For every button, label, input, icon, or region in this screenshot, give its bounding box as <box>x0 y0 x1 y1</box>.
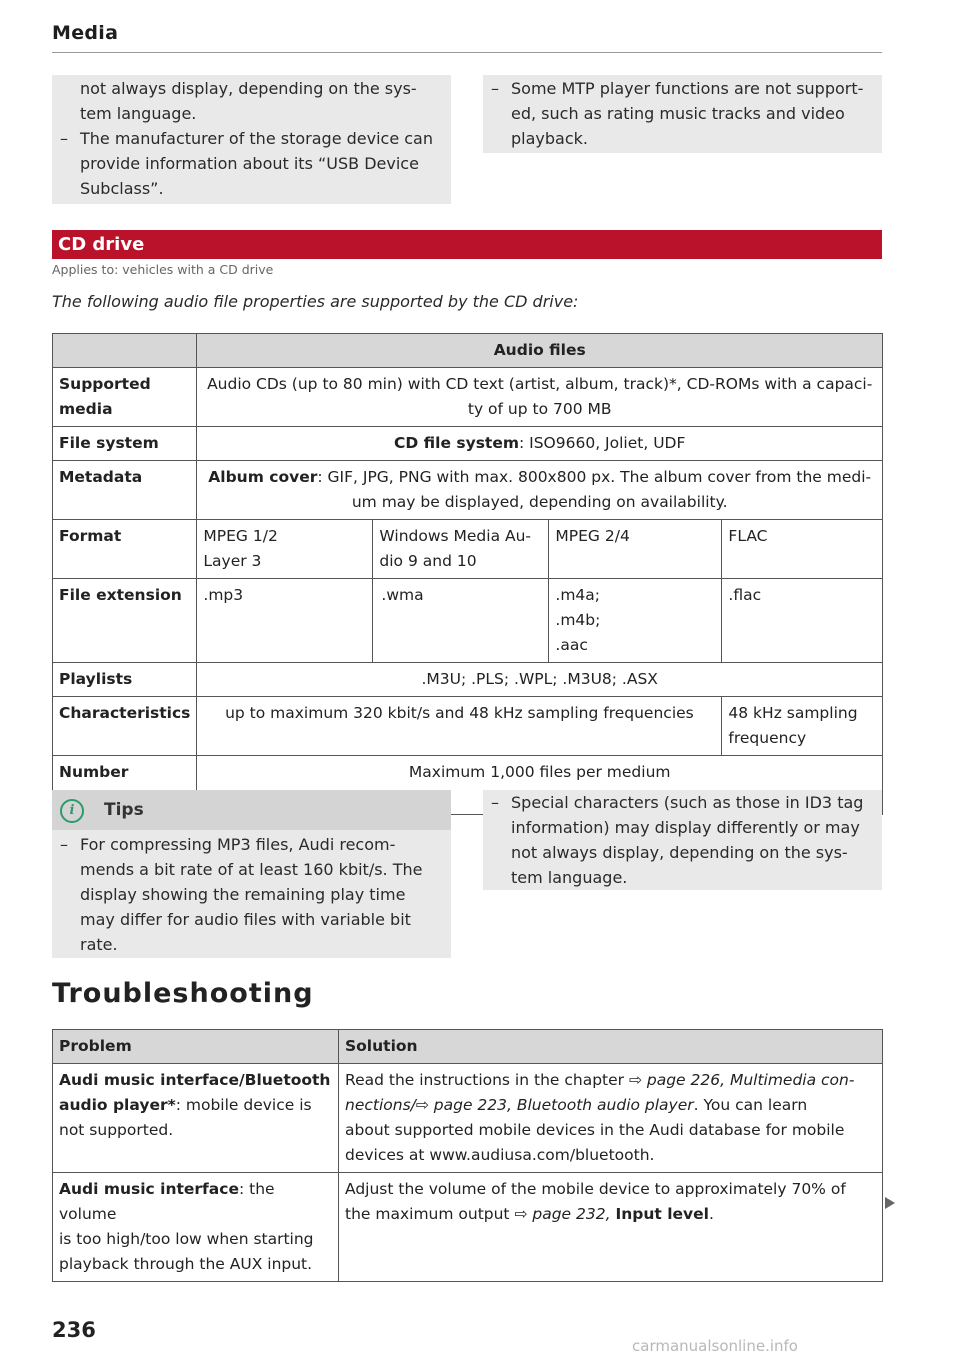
cell-line: Adjust the volume of the mobile device to approximately 70% of <box>345 1180 846 1198</box>
page-reference-link[interactable]: ⇨ page 223, Bluetooth audio player <box>415 1096 694 1114</box>
cell-line: Layer 3 <box>203 552 262 570</box>
cell-ext-mpeg24 <box>549 579 722 663</box>
cell-line <box>59 1068 332 1093</box>
tips-title: Tips <box>104 800 144 820</box>
cell-bold-term: / <box>238 1071 245 1089</box>
note-line: – The manufacturer of the storage device can <box>52 126 451 151</box>
column-header-solution: Solution <box>339 1030 883 1064</box>
column-header-problem: Problem <box>53 1030 339 1064</box>
label-line: Supported <box>59 375 151 393</box>
cell-text: : ISO9660, Joliet, UDF <box>519 434 686 452</box>
table-row <box>53 697 883 756</box>
tip-line: display showing the remaining play time <box>80 885 406 904</box>
cell-text: : GIF, JPG, PNG with max. 800x800 px. The album cover from the medi- <box>317 468 872 486</box>
cell-bold-term: audio player* <box>59 1096 176 1114</box>
cell-text: Read the instructions in the chapter <box>345 1071 629 1089</box>
tip-line: – For compressing MP3 files, Audi recom- <box>52 832 451 857</box>
table-row <box>53 1173 883 1282</box>
table-header-audio-files: Audio files <box>197 334 883 368</box>
cell-text: .wma <box>381 586 424 604</box>
page-reference-link[interactable]: ⇨ page 232, <box>514 1205 611 1223</box>
cell-solution <box>339 1064 883 1173</box>
note-line: not always display, depending on the sys- <box>80 79 417 98</box>
cd-drive-title: CD drive <box>58 234 145 255</box>
continue-arrow-icon <box>885 1197 895 1209</box>
right-note-box <box>483 790 882 890</box>
cell-line <box>345 1202 876 1227</box>
cell-bold-term: Input level <box>615 1205 709 1223</box>
cell-line: .aac <box>555 636 588 654</box>
tip-line: may differ for audio files with variable bit <box>80 910 411 929</box>
cell-line: .m4b; <box>555 611 601 629</box>
cell-line <box>59 1177 332 1227</box>
troubleshooting-table <box>52 1029 883 1282</box>
cell-characteristics-flac <box>722 697 883 756</box>
cell-text: . <box>708 1205 714 1223</box>
row-label-format: Format <box>53 520 197 579</box>
page-reference-link[interactable]: ⇨ page 226, Multimedia con- <box>628 1071 855 1089</box>
cell-line <box>59 1093 332 1118</box>
cell-format-flac: FLAC <box>722 520 883 579</box>
table-row <box>53 520 883 579</box>
cell-line: 48 kHz sampling <box>728 704 858 722</box>
table-row <box>53 461 883 520</box>
applies-to-note: Applies to: vehicles with a CD drive <box>52 262 274 277</box>
cell-characteristics: up to maximum 320 kbit/s and 48 kHz sampling frequencies <box>197 697 722 756</box>
row-label-playlists: Playlists <box>53 663 197 697</box>
row-label-supported-media <box>53 368 197 427</box>
cell-bold-term: Audi music interface <box>59 1071 239 1089</box>
note-line: – Some MTP player functions are not support- <box>483 76 882 101</box>
note-line: ed, such as rating music tracks and video <box>511 104 845 123</box>
cell-supported-media <box>197 368 883 427</box>
cell-ext-mp3: .mp3 <box>197 579 373 663</box>
cell-line: Windows Media Au- <box>379 527 532 545</box>
cell-text: the maximum output <box>345 1205 515 1223</box>
cell-bold-term: Audi music interface <box>59 1180 239 1198</box>
cd-drive-heading <box>52 230 882 259</box>
note-line: tem language. <box>511 868 628 887</box>
tip-line: mends a bit rate of at least 160 kbit/s. The <box>80 860 423 879</box>
watermark: carmanualsonline.info <box>632 1337 798 1355</box>
cell-ext-wma <box>373 579 549 663</box>
cell-line: MPEG 1/2 <box>203 527 278 545</box>
cell-metadata <box>197 461 883 520</box>
cd-intro-text: The following audio file properties are supported by the CD drive: <box>52 292 579 311</box>
row-label-metadata: Metadata <box>53 461 197 520</box>
cell-playlists: .M3U; .PLS; .WPL; .M3U8; .ASX <box>197 663 883 697</box>
cell-line <box>345 1093 876 1118</box>
table-row <box>53 427 883 461</box>
cell-solution <box>339 1173 883 1282</box>
label-line: media <box>59 400 113 418</box>
cell-line: .m4a; <box>555 586 601 604</box>
cell-line: playback through the AUX input. <box>59 1255 313 1273</box>
note-line: tem language. <box>80 104 197 123</box>
cell-line: not supported. <box>59 1121 174 1139</box>
cell-bold-term: Album cover <box>208 468 318 486</box>
cell-line: ty of up to 700 MB <box>467 400 612 418</box>
cell-ext-flac: .flac <box>722 579 883 663</box>
note-line: Subclass”. <box>80 179 164 198</box>
info-icon: i <box>60 799 84 823</box>
section-title: Media <box>52 22 119 44</box>
cell-line: um may be displayed, depending on availability. <box>351 493 728 511</box>
cell-text: . You can learn <box>693 1096 808 1114</box>
cell-file-system <box>197 427 883 461</box>
cell-format-mpeg12 <box>197 520 373 579</box>
cell-line: is too high/too low when starting <box>59 1230 314 1248</box>
row-label-characteristics: Characteristics <box>53 697 197 756</box>
row-label-file-extension: File extension <box>53 579 197 663</box>
table-header-empty <box>53 334 197 368</box>
tip-line: rate. <box>80 935 118 954</box>
cell-text: : the volume <box>59 1180 275 1223</box>
cell-line: Audio CDs (up to 80 min) with CD text (artist, album, track)*, CD-ROMs with a capaci- <box>207 375 873 393</box>
cell-problem <box>53 1064 339 1173</box>
cell-line <box>345 1068 876 1093</box>
troubleshooting-heading: Troubleshooting <box>52 978 314 1009</box>
cell-number-of-files: Maximum 1,000 files per medium <box>197 756 883 815</box>
table-row <box>53 334 883 368</box>
tips-content <box>52 832 451 957</box>
cell-line <box>203 465 876 490</box>
note-line: not always display, depending on the sys- <box>511 843 848 862</box>
table-row <box>53 368 883 427</box>
cell-line: about supported mobile devices in the Audi database for mobile <box>345 1121 845 1139</box>
cell-line: dio 9 and 10 <box>379 552 477 570</box>
page-reference-link[interactable]: nections/ <box>345 1096 416 1114</box>
row-label-file-system: File system <box>53 427 197 461</box>
cell-text: : mobile device is <box>175 1096 312 1114</box>
audio-files-table <box>52 333 883 815</box>
page-number: 236 <box>52 1318 96 1342</box>
cell-format-mpeg24: MPEG 2/4 <box>549 520 722 579</box>
top-left-note-box <box>52 75 451 204</box>
top-right-note-box <box>483 75 882 153</box>
cell-line: frequency <box>728 729 807 747</box>
table-row <box>53 1030 883 1064</box>
note-line: – Special characters (such as those in ID3 tag <box>483 790 882 815</box>
table-row <box>53 579 883 663</box>
cell-bold-term: Bluetooth <box>244 1071 331 1089</box>
note-line: provide information about its “USB Device <box>80 154 419 173</box>
cell-format-wma <box>373 520 549 579</box>
note-line: playback. <box>511 129 588 148</box>
cell-problem <box>53 1173 339 1282</box>
note-line: information) may display differently or may <box>511 818 860 837</box>
table-row <box>53 1064 883 1173</box>
cell-bold-term: CD file system <box>394 434 519 452</box>
cell-line: devices at www.audiusa.com/bluetooth. <box>345 1146 655 1164</box>
label-line: Number <box>59 763 129 781</box>
table-row <box>53 663 883 697</box>
header-divider <box>52 52 882 53</box>
